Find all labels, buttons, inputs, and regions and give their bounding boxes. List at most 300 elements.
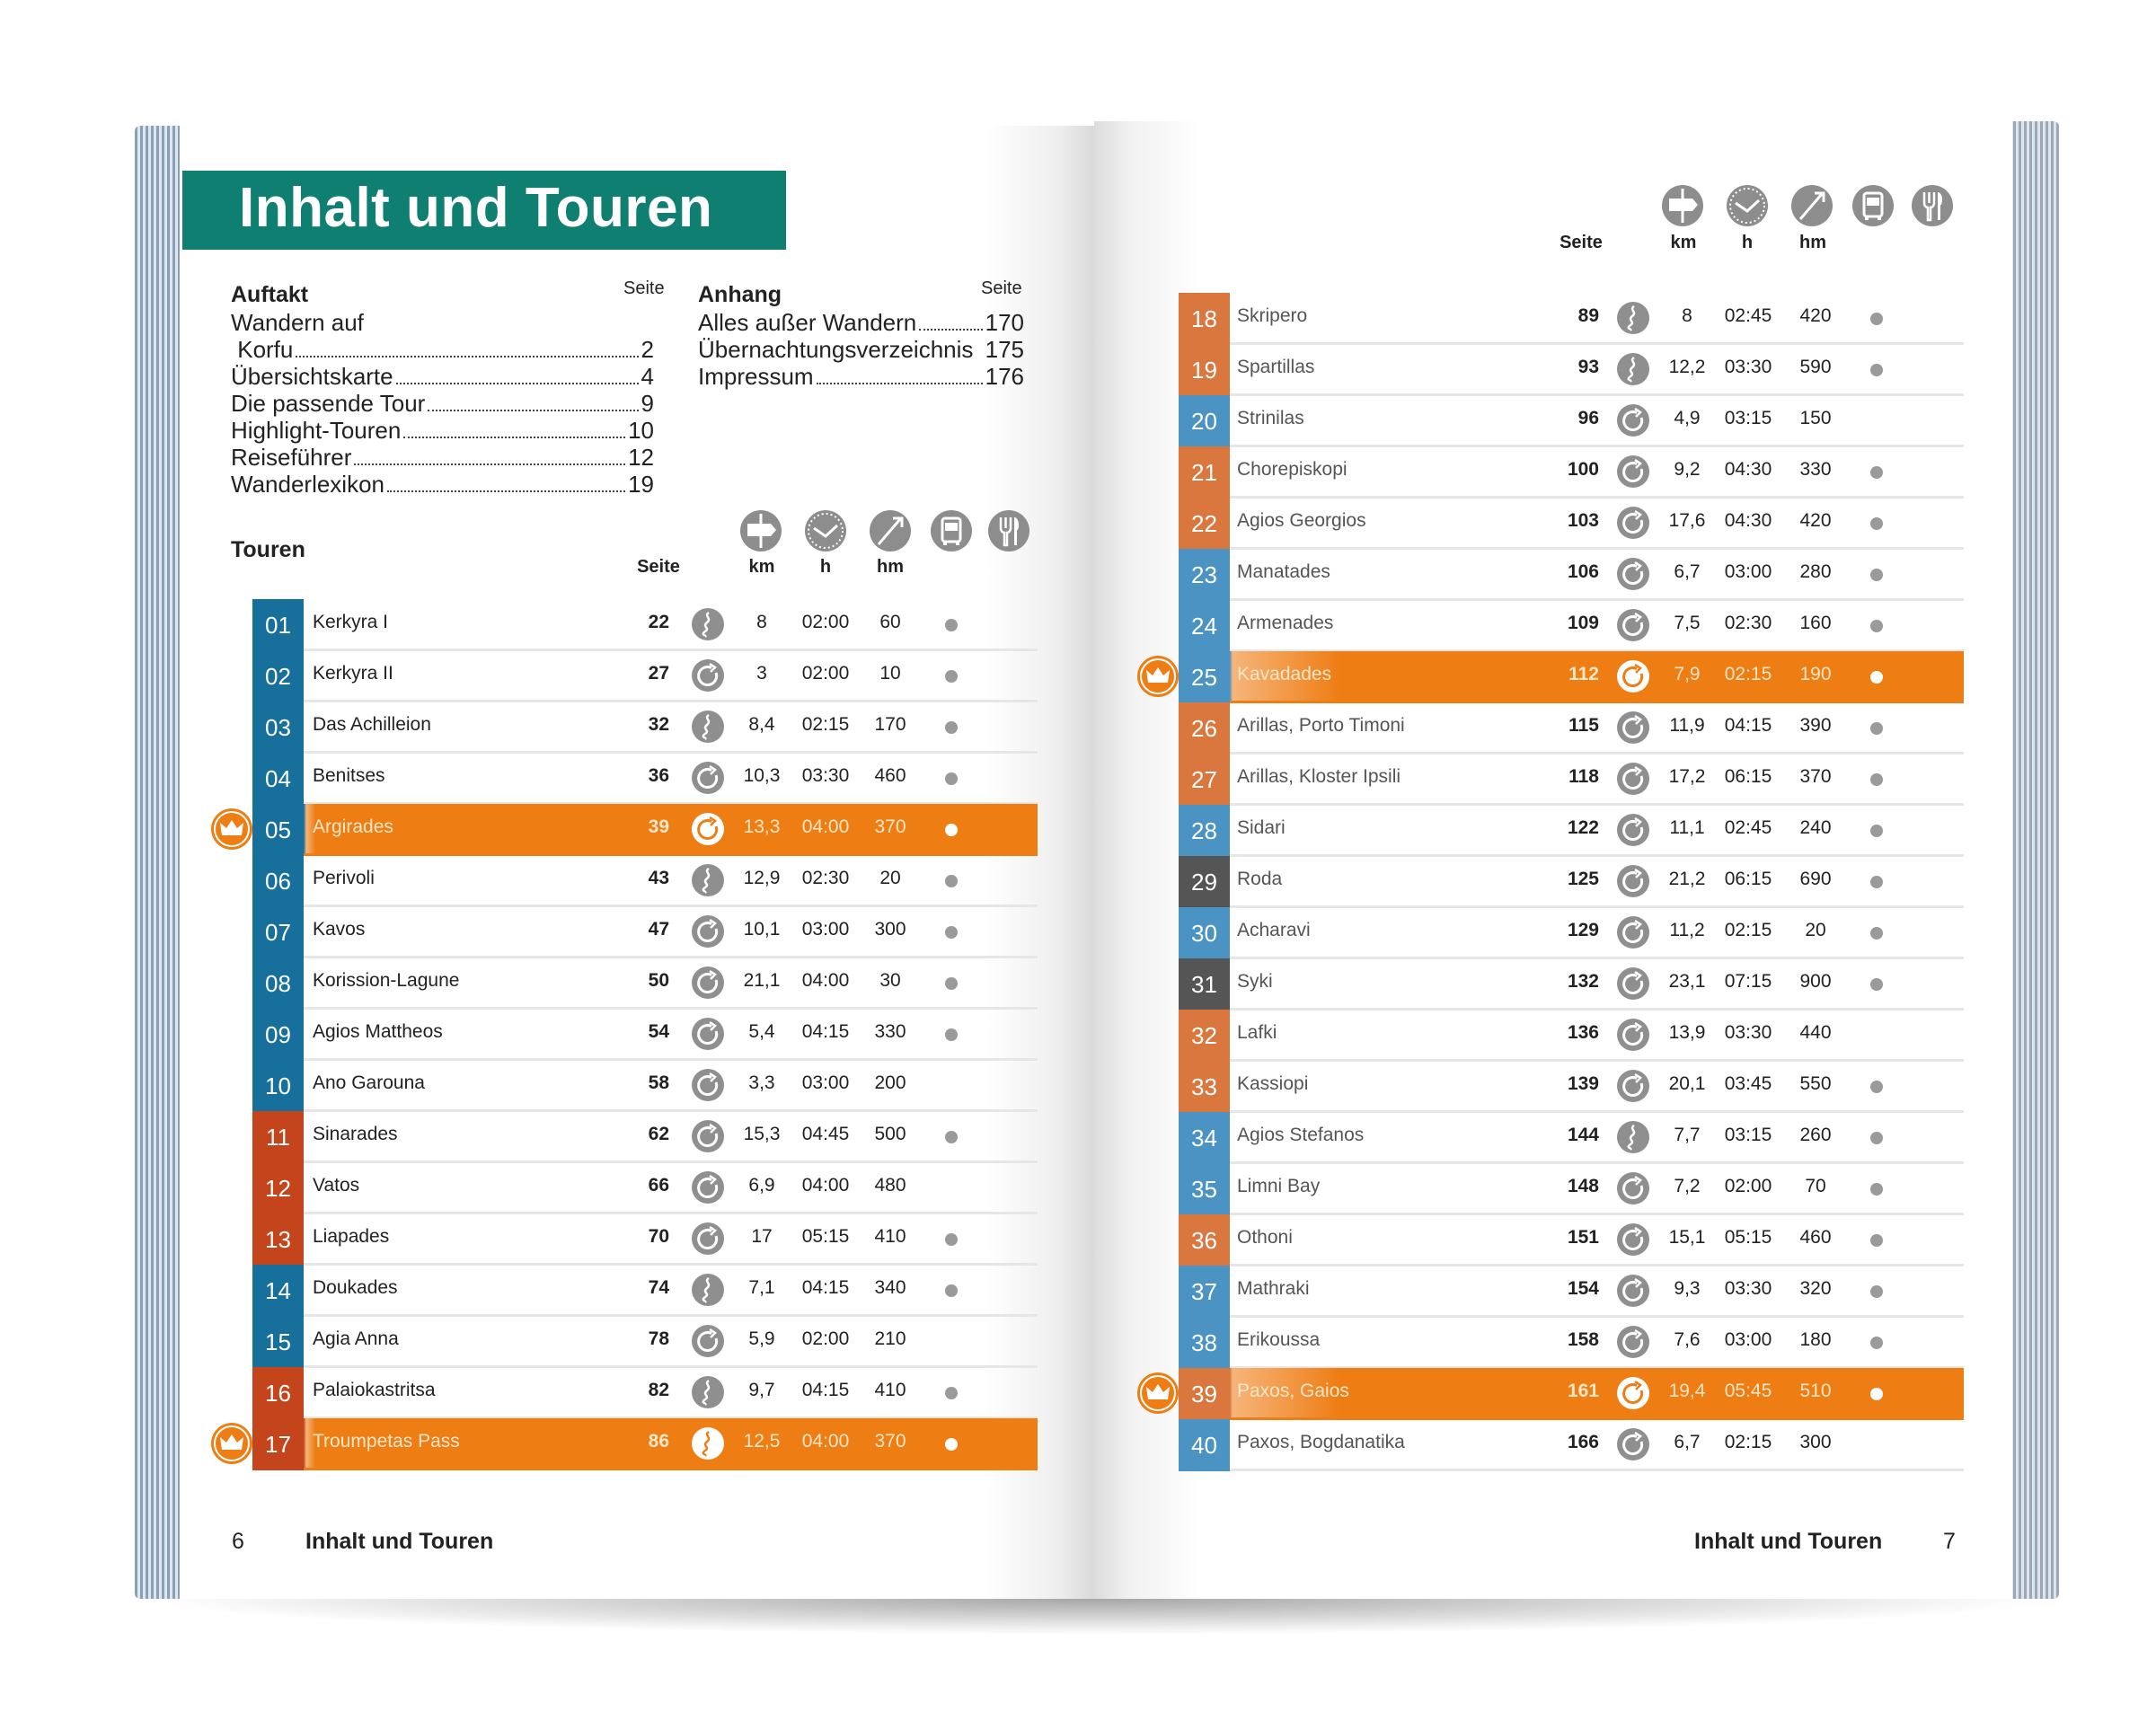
loop-route-icon	[692, 1018, 724, 1050]
highlight-crown-icon	[211, 808, 252, 850]
tour-km: 15,1	[1668, 1227, 1706, 1248]
leader-dots	[387, 471, 625, 492]
tour-number-badge: 31	[1179, 958, 1230, 1010]
linear-route-icon	[692, 710, 724, 743]
tour-duration: 02:15	[1724, 920, 1772, 940]
restaurant-dot-icon	[1870, 620, 1883, 632]
linear-route-icon	[1617, 353, 1649, 385]
tour-ascent: 150	[1799, 408, 1832, 428]
tour-page: 109	[1567, 613, 1599, 633]
tour-number-badge: 01	[252, 599, 304, 651]
tour-row[interactable]	[1179, 1112, 1964, 1164]
tour-number-badge: 15	[252, 1316, 304, 1368]
loop-route-icon	[692, 1325, 724, 1357]
restaurant-dot-icon	[945, 670, 958, 683]
tour-page: 74	[648, 1277, 669, 1298]
toc-entry-page: 19	[628, 471, 654, 498]
tour-row[interactable]	[1179, 498, 1964, 550]
column-header-km: km	[1670, 233, 1697, 252]
tour-row[interactable]	[252, 1060, 1038, 1112]
toc-seite-label: Seite	[623, 278, 665, 298]
tour-km: 10,3	[743, 765, 781, 786]
tour-duration: 07:15	[1724, 971, 1772, 992]
tour-name: Vatos	[313, 1175, 360, 1196]
loop-route-icon	[692, 966, 724, 999]
loop-route-icon	[1617, 763, 1649, 795]
toc-entry[interactable]	[698, 309, 1024, 337]
loop-route-icon	[692, 762, 724, 794]
tour-row[interactable]	[1179, 600, 1964, 652]
highlight-crown-icon	[1137, 656, 1179, 697]
column-header-seite: Seite	[1560, 233, 1603, 252]
restaurant-dot-icon	[945, 619, 958, 631]
tour-name: Spartillas	[1237, 357, 1315, 377]
signpost-icon	[1662, 185, 1703, 226]
linear-route-icon	[1617, 302, 1649, 334]
tour-km: 17,2	[1668, 766, 1706, 787]
tour-number-badge: 17	[252, 1418, 304, 1470]
tour-page: 70	[648, 1226, 669, 1247]
toc-entry[interactable]	[698, 336, 1024, 364]
tour-row[interactable]	[252, 1009, 1038, 1061]
tour-number-badge: 34	[1179, 1112, 1230, 1164]
tour-name: Kavos	[313, 919, 366, 940]
tour-duration: 04:15	[801, 1021, 850, 1042]
tour-row[interactable]	[252, 1213, 1038, 1266]
tour-number-badge: 05	[252, 804, 304, 856]
tour-number-badge: 28	[1179, 805, 1230, 857]
restaurant-dot-icon	[1870, 517, 1883, 530]
tour-number-badge: 22	[1179, 498, 1230, 550]
tour-ascent: 200	[874, 1072, 906, 1093]
tour-km: 23,1	[1668, 971, 1706, 992]
tour-row[interactable]	[1179, 856, 1964, 908]
tour-row[interactable]	[1179, 1266, 1964, 1318]
tour-name: Agia Anna	[313, 1328, 399, 1349]
tour-name: Lafki	[1237, 1022, 1277, 1043]
tour-km: 9,7	[748, 1380, 775, 1400]
tour-ascent: 300	[874, 919, 906, 940]
tour-number-badge: 02	[252, 650, 304, 702]
tour-page: 62	[648, 1124, 669, 1144]
tour-page: 151	[1567, 1227, 1599, 1248]
loop-route-icon	[1617, 967, 1649, 1000]
tour-number-badge: 18	[1179, 293, 1230, 345]
restaurant-dot-icon	[1870, 722, 1883, 735]
loop-route-icon	[692, 1120, 724, 1152]
leader-dots	[354, 444, 625, 465]
restaurant-dot-icon	[1870, 569, 1883, 581]
tour-number-badge: 23	[1179, 549, 1230, 601]
touren-heading: Touren	[231, 537, 305, 562]
tour-page: 66	[648, 1175, 669, 1196]
column-header-seite: Seite	[637, 557, 680, 577]
restaurant-dot-icon	[945, 1131, 958, 1143]
toc-entry-label: Reiseführer	[231, 444, 352, 471]
loop-route-icon	[1617, 1428, 1649, 1460]
loop-route-icon	[1617, 609, 1649, 641]
tour-name: Armenades	[1237, 613, 1334, 633]
tour-duration: 04:00	[801, 816, 850, 837]
tour-ascent: 590	[1799, 357, 1832, 377]
tour-name: Perivoli	[313, 868, 375, 888]
tour-duration: 02:15	[1724, 1432, 1772, 1452]
tour-ascent: 10	[879, 663, 901, 684]
tour-page: 158	[1567, 1329, 1599, 1350]
leader-dots	[396, 363, 639, 384]
tour-name: Palaiokastritsa	[313, 1380, 436, 1400]
page-edges-left	[135, 126, 184, 1599]
tour-duration: 03:30	[1724, 357, 1772, 377]
tour-name: Sinarades	[313, 1124, 398, 1144]
clock-icon	[1727, 185, 1768, 226]
tour-name: Arillas, Kloster Ipsili	[1237, 766, 1401, 787]
restaurant-icon	[988, 510, 1029, 552]
tour-km: 11,2	[1669, 920, 1705, 940]
tour-row[interactable]	[1179, 395, 1964, 447]
tour-page: 139	[1567, 1073, 1599, 1094]
toc-entry-page: 176	[985, 363, 1024, 390]
restaurant-dot-icon	[945, 824, 958, 836]
tour-page: 136	[1567, 1022, 1599, 1043]
restaurant-dot-icon	[1870, 1285, 1883, 1298]
tour-row[interactable]	[1179, 958, 1964, 1010]
tour-page: 112	[1568, 664, 1599, 684]
tour-page: 161	[1567, 1381, 1599, 1401]
tour-ascent: 460	[1799, 1227, 1832, 1248]
tour-page: 129	[1567, 920, 1599, 940]
tour-page: 54	[648, 1021, 669, 1042]
tour-ascent: 330	[874, 1021, 906, 1042]
toc-entry[interactable]	[231, 417, 654, 445]
tour-km: 5,4	[748, 1021, 775, 1042]
tour-name: Strinilas	[1237, 408, 1304, 428]
tour-row[interactable]	[1179, 1419, 1964, 1471]
tour-name: Korission-Lagune	[313, 970, 460, 991]
tour-km: 7,7	[1674, 1125, 1701, 1145]
tour-number-badge: 14	[252, 1265, 304, 1317]
tour-duration: 03:00	[1724, 561, 1772, 582]
tour-duration: 03:00	[1724, 1329, 1772, 1350]
tour-page: 148	[1567, 1176, 1599, 1196]
tour-number-badge: 33	[1179, 1061, 1230, 1113]
toc-seite-label: Seite	[981, 278, 1022, 298]
tour-duration: 02:15	[1724, 664, 1772, 684]
tour-ascent: 160	[1799, 613, 1832, 633]
tour-km: 17,6	[1668, 510, 1706, 531]
leader-dots	[976, 336, 982, 357]
toc-anhang-heading: Anhang	[698, 282, 782, 307]
tour-number-badge: 40	[1179, 1419, 1230, 1471]
tour-name: Sidari	[1237, 817, 1286, 838]
tour-number-badge: 03	[252, 702, 304, 754]
tour-name: Ano Garouna	[313, 1072, 425, 1093]
tour-page: 82	[648, 1380, 669, 1400]
tour-row[interactable]	[252, 804, 1038, 856]
loop-route-icon	[692, 1171, 724, 1204]
highlight-crown-icon	[211, 1423, 252, 1464]
tour-ascent: 300	[1799, 1432, 1832, 1452]
toc-entry-page: 4	[641, 363, 654, 390]
restaurant-dot-icon	[945, 1284, 958, 1297]
loop-route-icon	[1617, 455, 1649, 488]
tour-page: 103	[1567, 510, 1599, 531]
toc-entry-page: 170	[985, 309, 1024, 336]
tour-page: 39	[648, 816, 669, 837]
tour-duration: 06:15	[1724, 766, 1772, 787]
tour-ascent: 240	[1799, 817, 1832, 838]
tour-page: 58	[648, 1072, 669, 1093]
loop-route-icon	[1617, 865, 1649, 897]
tour-duration: 05:15	[1724, 1227, 1772, 1248]
tour-row[interactable]	[252, 957, 1038, 1010]
restaurant-dot-icon	[1870, 876, 1883, 888]
signpost-icon	[740, 510, 782, 552]
tour-row[interactable]	[252, 855, 1038, 907]
toc-entry-label: Übersichtskarte	[231, 363, 393, 390]
tour-duration: 03:00	[801, 919, 850, 940]
page-edges-right	[2005, 121, 2059, 1599]
toc-entry-label: Wanderlexikon	[231, 471, 385, 498]
tour-name: Paxos, Gaios	[1237, 1381, 1349, 1401]
tour-name: Kerkyra I	[313, 612, 389, 632]
restaurant-dot-icon	[1870, 1132, 1883, 1144]
bus-icon	[1852, 185, 1894, 226]
column-header-h: h	[1741, 233, 1754, 252]
tour-number-badge: 39	[1179, 1368, 1230, 1420]
restaurant-dot-icon	[945, 721, 958, 734]
tour-row[interactable]	[1179, 344, 1964, 396]
tour-row[interactable]	[252, 1111, 1038, 1163]
restaurant-dot-icon	[945, 1233, 958, 1246]
tour-ascent: 390	[1799, 715, 1832, 736]
tour-ascent: 330	[1799, 459, 1832, 480]
tour-row[interactable]	[252, 599, 1038, 651]
toc-entry-page: 175	[985, 336, 1024, 363]
restaurant-dot-icon	[1870, 1388, 1883, 1400]
tour-row[interactable]	[252, 1418, 1038, 1470]
linear-route-icon	[1617, 1121, 1649, 1153]
tour-duration: 02:00	[801, 1328, 850, 1349]
tour-ascent: 420	[1799, 305, 1832, 326]
tour-row[interactable]	[1179, 805, 1964, 857]
tour-name: Kerkyra II	[313, 663, 393, 684]
tour-page: 32	[648, 714, 669, 735]
tour-number-badge: 30	[1179, 907, 1230, 959]
tour-duration: 03:30	[1724, 1278, 1772, 1299]
tour-page: 125	[1567, 869, 1599, 889]
toc-entry-label: Wandern auf	[231, 309, 364, 336]
bus-icon	[931, 510, 972, 552]
tour-row[interactable]	[1179, 1010, 1964, 1062]
tour-duration: 04:15	[801, 1277, 850, 1298]
tour-duration: 03:00	[801, 1072, 850, 1093]
tour-name: Acharavi	[1237, 920, 1311, 940]
tour-row[interactable]	[252, 1316, 1038, 1368]
tour-ascent: 410	[874, 1226, 906, 1247]
tour-row[interactable]	[252, 702, 1038, 754]
tour-row[interactable]	[1179, 754, 1964, 806]
tour-duration: 04:30	[1724, 459, 1772, 480]
ascent-icon	[870, 510, 911, 552]
tour-number-badge: 38	[1179, 1317, 1230, 1369]
clock-icon	[805, 510, 846, 552]
running-title-right: Inhalt und Touren	[1694, 1529, 1883, 1554]
tour-row[interactable]	[252, 1265, 1038, 1317]
tour-page: 93	[1577, 357, 1599, 377]
tour-name: Liapades	[313, 1226, 390, 1247]
tour-duration: 02:30	[1724, 613, 1772, 633]
leader-dots	[919, 309, 982, 331]
restaurant-dot-icon	[945, 875, 958, 887]
tour-name: Arillas, Porto Timoni	[1237, 715, 1405, 736]
tour-page: 96	[1577, 408, 1599, 428]
toc-entry[interactable]	[231, 336, 654, 364]
tour-row[interactable]	[1179, 651, 1964, 703]
tour-duration: 04:15	[801, 1380, 850, 1400]
tour-row[interactable]	[252, 753, 1038, 805]
toc-entry-label: Korfu	[231, 336, 294, 363]
tour-ascent: 210	[874, 1328, 906, 1349]
loop-route-icon	[1617, 1326, 1649, 1358]
tour-page: 50	[648, 970, 669, 991]
running-title-left: Inhalt und Touren	[305, 1529, 494, 1554]
loop-route-icon	[692, 1222, 724, 1255]
tour-row[interactable]	[1179, 702, 1964, 755]
tour-ascent: 370	[874, 1431, 906, 1452]
tour-km: 11,1	[1669, 817, 1705, 838]
restaurant-dot-icon	[945, 926, 958, 939]
tour-duration: 04:15	[1724, 715, 1772, 736]
tour-row[interactable]	[252, 1162, 1038, 1214]
tour-row[interactable]	[252, 1367, 1038, 1419]
tour-row[interactable]	[252, 650, 1038, 702]
toc-entry-page: 9	[641, 390, 654, 417]
toc-entry[interactable]	[231, 471, 654, 499]
toc-entry[interactable]	[231, 444, 654, 472]
loop-route-icon	[1617, 814, 1649, 846]
tour-number-badge: 10	[252, 1060, 304, 1112]
tour-km: 7,5	[1674, 613, 1701, 633]
loop-route-icon	[1617, 1070, 1649, 1102]
tour-km: 11,9	[1669, 715, 1705, 736]
tour-duration: 02:00	[801, 663, 850, 684]
tour-number-badge: 37	[1179, 1266, 1230, 1318]
restaurant-dot-icon	[945, 772, 958, 785]
toc-entry[interactable]	[231, 309, 654, 337]
tour-row[interactable]	[1179, 1061, 1964, 1113]
toc-entry-label: Impressum	[698, 363, 814, 390]
tour-ascent: 370	[1799, 766, 1832, 787]
tour-row[interactable]	[1179, 549, 1964, 601]
tour-ascent: 370	[874, 816, 906, 837]
tour-number-badge: 20	[1179, 395, 1230, 447]
tour-number-badge: 35	[1179, 1163, 1230, 1215]
tour-row[interactable]	[1179, 1163, 1964, 1215]
restaurant-dot-icon	[1870, 1337, 1883, 1349]
loop-route-icon	[692, 915, 724, 948]
tour-page: 132	[1567, 971, 1599, 992]
tour-km: 7,2	[1674, 1176, 1701, 1196]
tour-duration: 05:45	[1724, 1381, 1772, 1401]
toc-entry[interactable]	[231, 363, 654, 391]
tour-duration: 02:00	[1724, 1176, 1772, 1196]
tour-row[interactable]	[1179, 1214, 1964, 1266]
loop-route-icon	[1617, 558, 1649, 590]
tour-number-badge: 16	[252, 1367, 304, 1419]
tour-page: 118	[1568, 766, 1599, 787]
restaurant-dot-icon	[1870, 364, 1883, 376]
tour-number-badge: 36	[1179, 1214, 1230, 1266]
page-number-right: 7	[1943, 1529, 1956, 1554]
tour-duration: 04:00	[801, 970, 850, 991]
linear-route-icon	[692, 864, 724, 896]
restaurant-dot-icon	[945, 1438, 958, 1451]
tour-number-badge: 25	[1179, 651, 1230, 703]
tour-km: 12,5	[743, 1431, 781, 1452]
tour-duration: 06:15	[1724, 869, 1772, 889]
loop-route-icon	[1617, 1275, 1649, 1307]
tour-km: 17	[751, 1226, 773, 1247]
highlight-crown-icon	[1137, 1372, 1179, 1414]
tour-ascent: 900	[1799, 971, 1832, 992]
tour-ascent: 410	[874, 1380, 906, 1400]
tour-duration: 02:30	[801, 868, 850, 888]
tour-page: 78	[648, 1328, 669, 1349]
ascent-icon	[1791, 185, 1833, 226]
tour-km: 13,3	[743, 816, 781, 837]
tour-page: 115	[1568, 715, 1599, 736]
tour-row[interactable]	[1179, 1368, 1964, 1420]
tour-duration: 04:45	[801, 1124, 850, 1144]
tour-row[interactable]	[252, 906, 1038, 958]
tour-name: Mathraki	[1237, 1278, 1310, 1299]
loop-route-icon	[1617, 711, 1649, 744]
page-title: Inhalt und Touren	[239, 177, 713, 239]
toc-entry[interactable]	[698, 363, 1024, 391]
tour-row[interactable]	[1179, 446, 1964, 499]
tour-name: Chorepiskopi	[1237, 459, 1348, 480]
tour-name: Argirades	[313, 816, 393, 837]
tour-ascent: 510	[1799, 1381, 1832, 1401]
tour-duration: 02:15	[801, 714, 850, 735]
tour-ascent: 550	[1799, 1073, 1832, 1094]
tour-duration: 04:00	[801, 1431, 850, 1452]
loop-route-icon	[1617, 660, 1649, 693]
toc-auftakt-heading: Auftakt	[231, 282, 309, 307]
tour-number-badge: 06	[252, 855, 304, 907]
restaurant-dot-icon	[1870, 1081, 1883, 1093]
toc-entry[interactable]	[231, 390, 654, 418]
tour-row[interactable]	[1179, 293, 1964, 345]
tour-ascent: 70	[1805, 1176, 1826, 1196]
tour-number-badge: 09	[252, 1009, 304, 1061]
toc-entry-label: Übernachtungsverzeichnis	[698, 336, 974, 363]
loop-route-icon	[1617, 1172, 1649, 1205]
tour-km: 20,1	[1668, 1073, 1706, 1094]
tour-ascent: 500	[874, 1124, 906, 1144]
tour-ascent: 20	[1805, 920, 1826, 940]
column-header-h: h	[819, 557, 832, 577]
tour-row[interactable]	[1179, 907, 1964, 959]
tour-ascent: 60	[879, 612, 901, 632]
tour-row[interactable]	[1179, 1317, 1964, 1369]
tour-ascent: 190	[1799, 664, 1832, 684]
tour-name: Kavadades	[1237, 664, 1332, 684]
leader-dots	[403, 417, 625, 438]
tour-km: 5,9	[748, 1328, 775, 1349]
tour-name: Troumpetas Pass	[313, 1431, 460, 1452]
